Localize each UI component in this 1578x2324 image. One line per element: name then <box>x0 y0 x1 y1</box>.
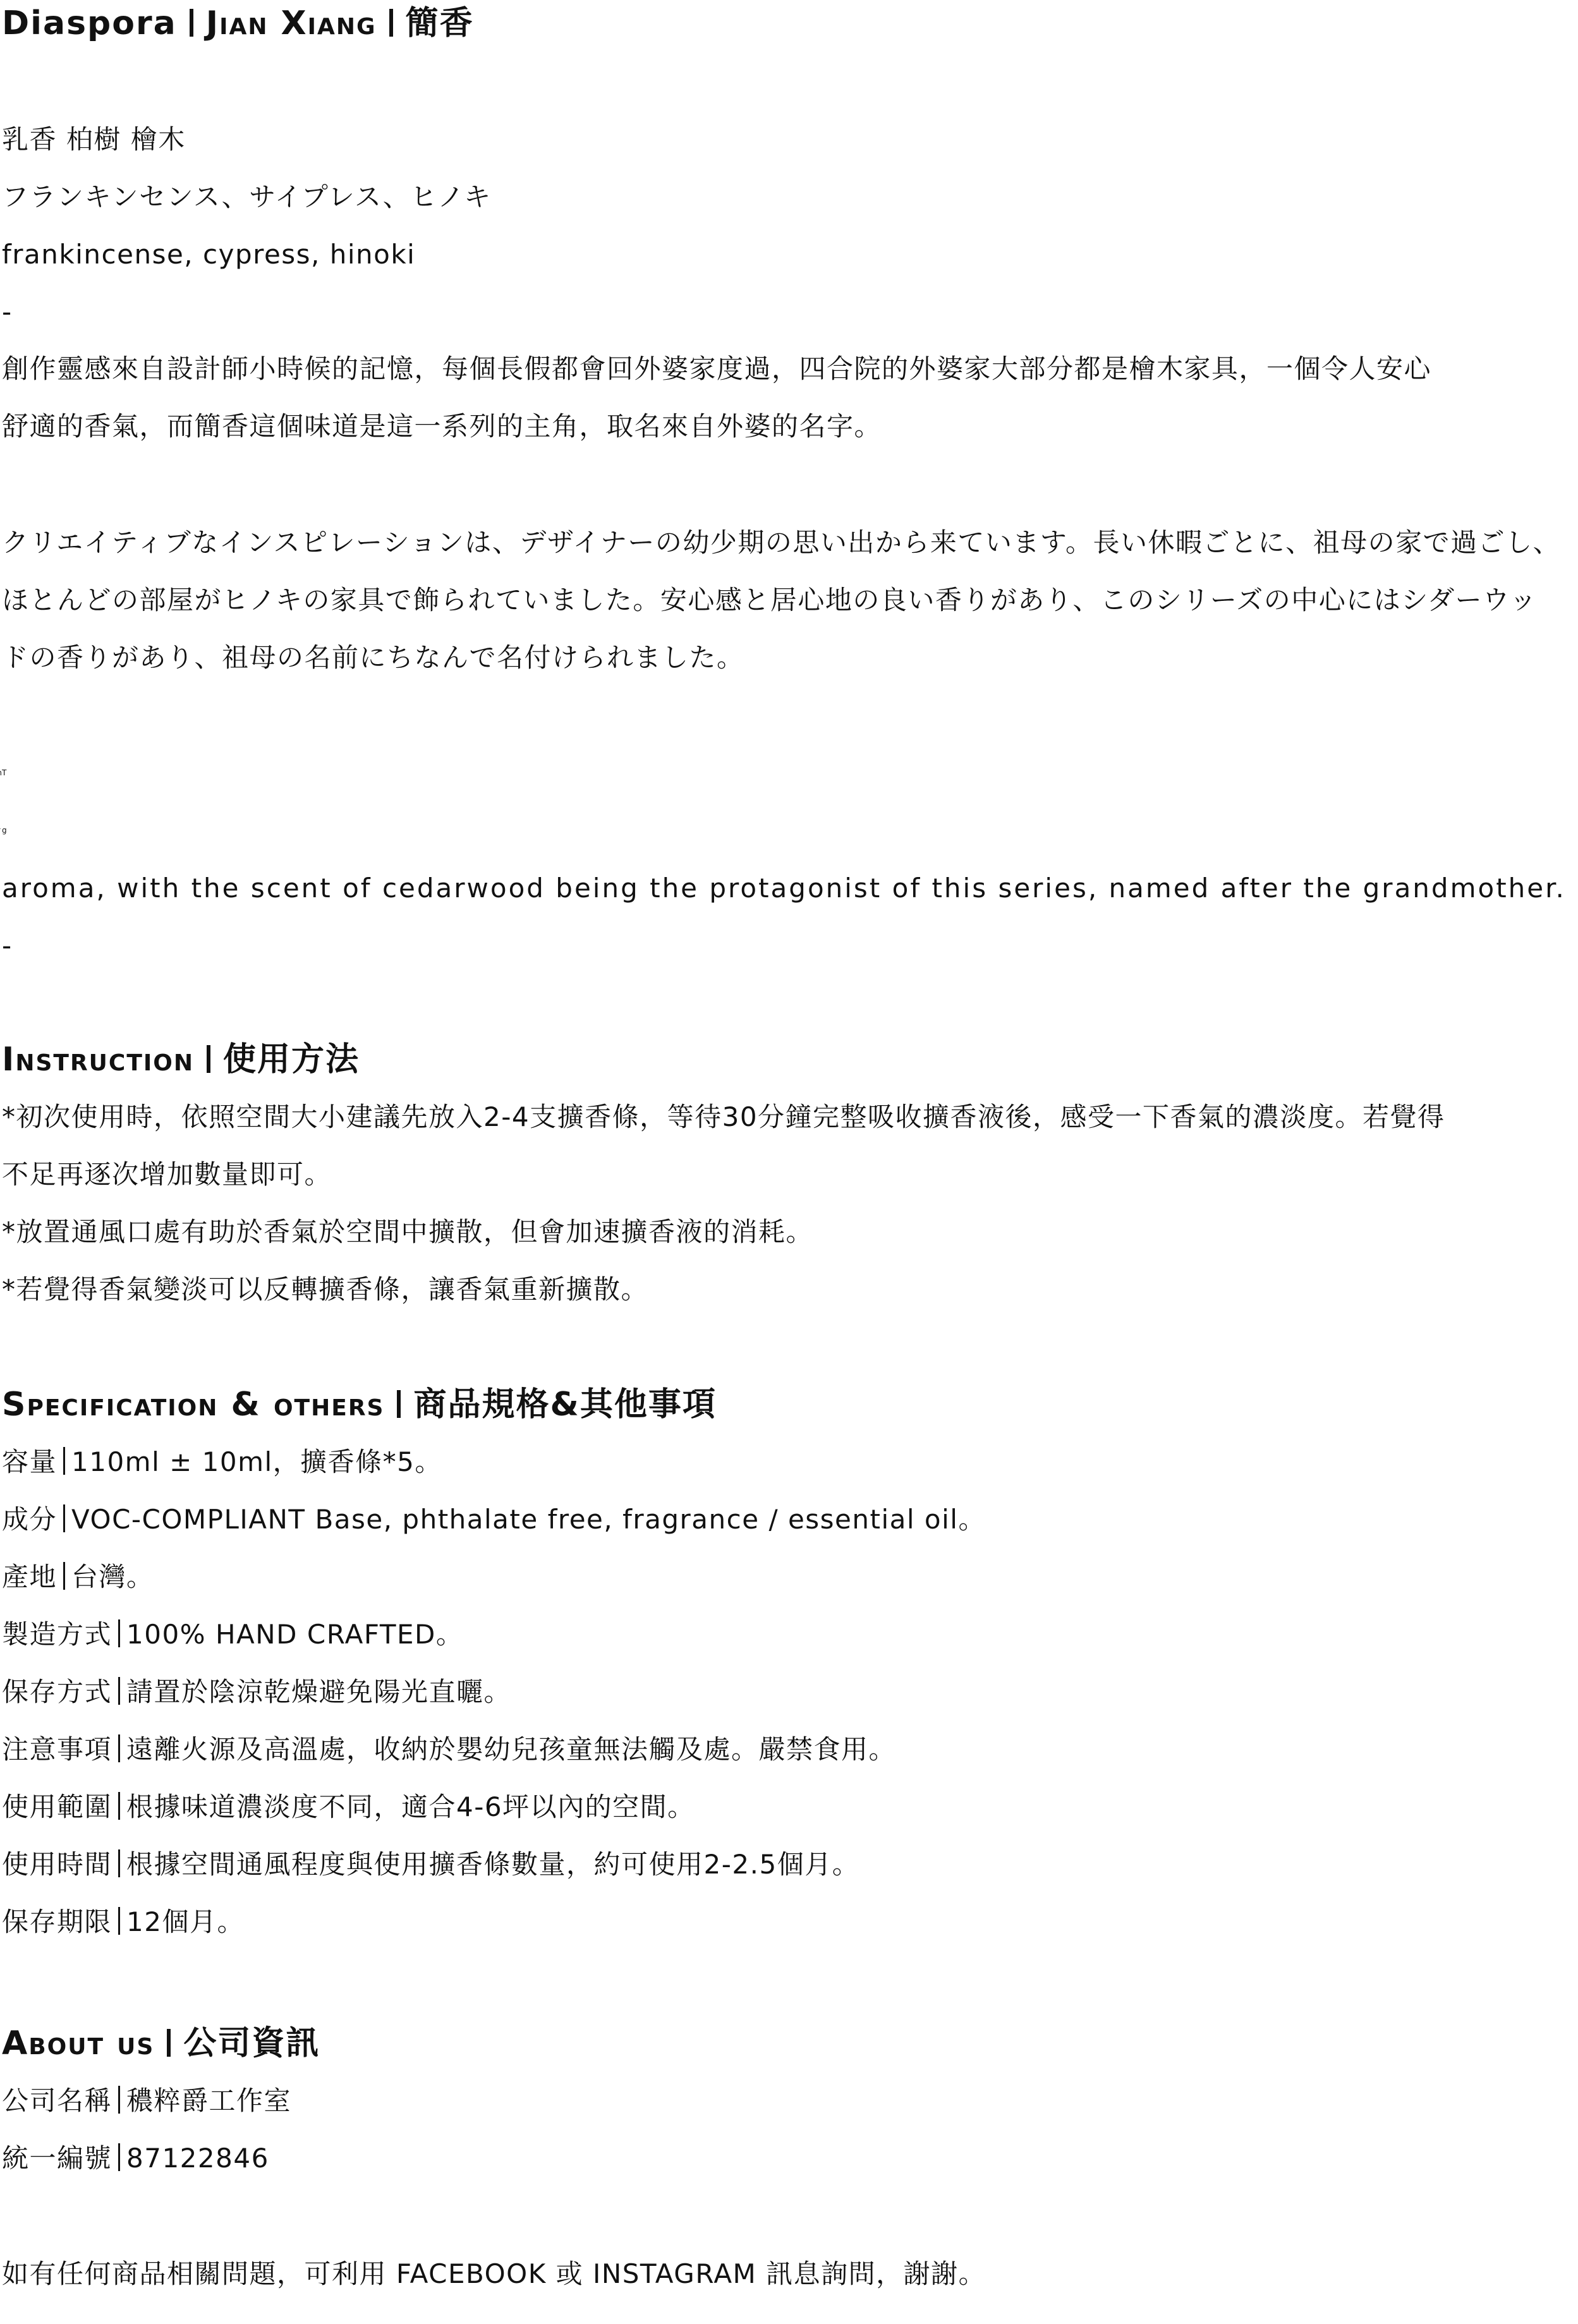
contact-note: 如有任何商品相關問題，可利用 FACEBOOK 或 INSTAGRAM 訊息詢問，謝謝。 <box>2 2258 986 2289</box>
about-section <box>2 2015 320 2187</box>
specification-heading-zh: 商品規格&其他事項 <box>413 1386 717 1424</box>
divider-dash: - <box>2 930 13 961</box>
spec-row <box>2 1663 986 1721</box>
spec-separator <box>118 1734 120 1762</box>
instruction-line: *若覺得香氣變淡可以反轉擴香條，讓香氣重新擴散。 <box>2 1274 649 1305</box>
story-ja-line: ドの香りがあり、祖母の名前にちなんで名付けられました。 <box>2 642 744 673</box>
scent-notes <box>2 111 492 341</box>
spec-row <box>2 1893 986 1951</box>
about-label: 統一編號 <box>2 2143 112 2174</box>
heading-divider <box>167 2029 171 2057</box>
instruction-heading-en: Instruction <box>2 1041 195 1079</box>
instruction-section <box>2 1031 1445 1318</box>
spec-value: 根據味道濃淡度不同，適合4-6坪以內的空間。 <box>126 1791 695 1822</box>
spec-value: 請置於陰涼乾燥避免陽光直曬。 <box>126 1676 512 1707</box>
product-name-en: Jian Xiang <box>205 4 377 42</box>
story-en-line <box>2 744 1566 802</box>
story-zh-line: 創作靈感來自設計師小時候的記憶，每個長假都會回外婆家度過，四合院的外婆家大部分都是檜木家具，一個令人安心 <box>2 353 1432 384</box>
spec-row <box>2 1836 986 1893</box>
about-heading-en: About us <box>2 2024 155 2062</box>
about-row <box>2 2072 320 2129</box>
spec-separator <box>63 1447 65 1475</box>
about-value: 87122846 <box>126 2143 269 2174</box>
spec-row <box>2 1721 986 1778</box>
spec-label: 製造方式 <box>2 1619 112 1650</box>
spec-row <box>2 1606 986 1663</box>
heading-divider <box>207 1045 210 1073</box>
story-en-line <box>2 802 1566 859</box>
product-name-zh: 簡香 <box>405 4 474 42</box>
specification-section <box>2 1376 986 1951</box>
instruction-line: *初次使用時，依照空間大小建議先放入2-4支擴香條，等待30分鐘完整吸收擴香液後，感受一下香氣的濃淡度。若覺得 <box>2 1101 1445 1132</box>
notes-ja: フランキンセンス、サイプレス、ヒノキ <box>2 181 492 212</box>
spec-label: 使用範圍 <box>2 1791 112 1822</box>
spec-value: 根據空間通風程度與使用擴香條數量，約可使用2-2.5個月。 <box>126 1849 860 1880</box>
spec-label: 保存方式 <box>2 1676 112 1707</box>
notes-en: frankincense, cypress, hinoki <box>2 239 416 270</box>
spec-value: 110ml ± 10ml，擴香條*5。 <box>71 1446 442 1477</box>
about-heading-zh: 公司資訊 <box>183 2024 320 2062</box>
about-row <box>2 2129 320 2187</box>
about-separator <box>118 2143 120 2171</box>
about-value: 穠粹爵工作室 <box>126 2085 292 2116</box>
spec-row <box>2 1548 986 1606</box>
story-zh-line: 舒適的香氣，而簡香這個味道是這一系列的主角，取名來自外婆的名字。 <box>2 411 882 442</box>
spec-separator <box>118 1677 120 1705</box>
title-divider <box>190 9 193 37</box>
story-ja-line: ほとんどの部屋がヒノキの家具で飾られていました。安心感と居心地の良い香りがあり、このシリーズの中心にはシダーウッ <box>2 584 1538 615</box>
story-ja <box>2 514 1560 686</box>
instruction-line: *放置通風口處有助於香氣於空間中擴散，但會加速擴香液的消耗。 <box>2 1216 814 1247</box>
spec-separator <box>118 1792 120 1820</box>
spec-separator <box>118 1907 120 1935</box>
spec-value: 遠離火源及高溫處，收納於嬰幼兒孩童無法觸及處。嚴禁食用。 <box>126 1734 897 1765</box>
story-en-line: aroma, with the scent of cedarwood being the protagonist of this series, named after the grandmother. <box>2 873 1566 904</box>
about-heading <box>2 2015 320 2072</box>
spec-row <box>2 1778 986 1836</box>
about-separator <box>118 2086 120 2114</box>
spec-label: 注意事項 <box>2 1734 112 1765</box>
spec-label: 容量 <box>2 1446 58 1477</box>
spec-row <box>2 1491 986 1548</box>
spec-value: VOC-COMPLIANT Base, phthalate free, fragrance / essential oil。 <box>71 1504 986 1535</box>
spec-label: 保存期限 <box>2 1906 112 1937</box>
story-zh <box>2 340 1431 455</box>
spec-separator <box>63 1562 65 1590</box>
divider-dash: - <box>2 296 13 327</box>
specification-heading <box>2 1376 986 1433</box>
spec-label: 使用時間 <box>2 1849 112 1880</box>
title-divider <box>389 9 393 37</box>
spec-separator <box>63 1504 65 1532</box>
spec-label: 產地 <box>2 1561 58 1592</box>
heading-divider <box>397 1390 401 1418</box>
about-label: 公司名稱 <box>2 2085 112 2116</box>
spec-value: 100% HAND CRAFTED。 <box>126 1619 464 1650</box>
story-ja-line: クリエイティブなインスピレーションは、デザイナーの幼少期の思い出から来ています。長い休暇ごとに、祖母の家で過ごし、 <box>2 527 1561 558</box>
brand-name: Diaspora <box>2 4 177 42</box>
spec-value: 12個月。 <box>126 1906 245 1937</box>
page-title <box>2 1 474 45</box>
instruction-line: 不足再逐次增加數量即可。 <box>2 1159 332 1190</box>
spec-separator <box>118 1849 120 1877</box>
spec-value: 台灣。 <box>71 1561 154 1592</box>
spec-separator <box>118 1619 120 1647</box>
instruction-heading <box>2 1031 1445 1088</box>
spec-label: 成分 <box>2 1504 58 1535</box>
story-en <box>2 744 1566 974</box>
specification-heading-en: Specification & others <box>2 1386 385 1424</box>
spec-row <box>2 1433 986 1491</box>
instruction-heading-zh: 使用方法 <box>223 1041 360 1079</box>
notes-zh: 乳香 柏樹 檜木 <box>2 124 186 155</box>
